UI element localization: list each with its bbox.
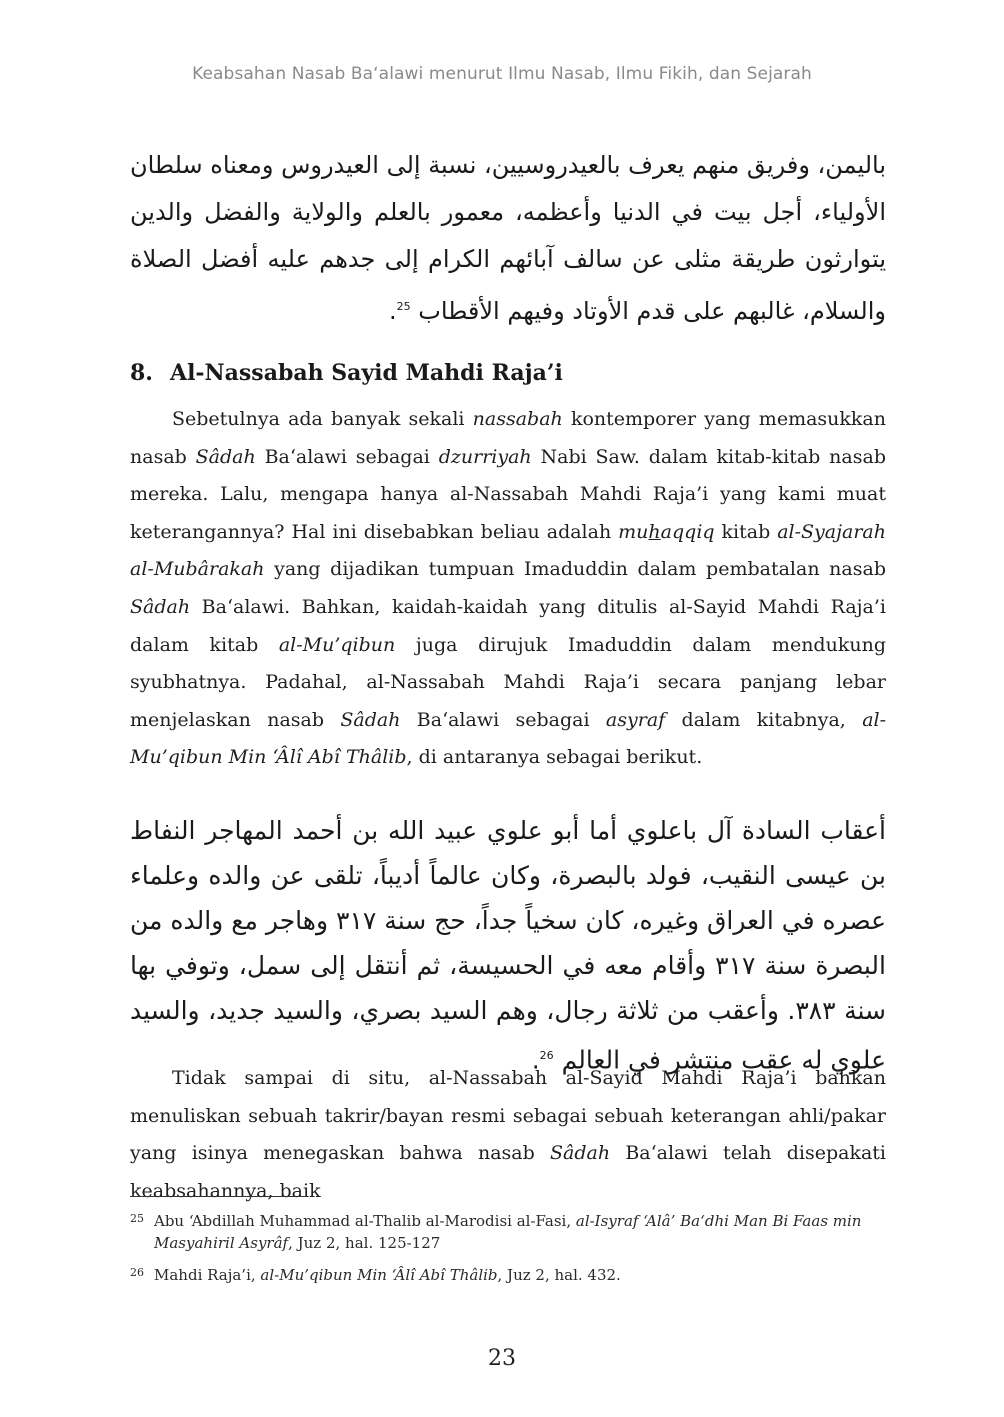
arabic-quote-2-text: أعقاب السادة آل باعلوي أما أبو علوي عبيد الله بن أحمد المهاجر النفاط بن عيسى النقيب، فولد بالبصرة، وكان عالماً أديباً، تلقى عن والده وعلماء عصره في العراق وغيره، كان سخياً جداً، حج سنة ٣١٧ وهاجر مع والده من البصرة سنة ٣١٧ وأقام معه في الحسيسة، ثم أنتقل إلى سمل، وتوفي بها سنة ٣٨٣. وأعقب من ثلاثة رجال، وهم السيد بصري، والسيد جديد، والسيد علوي له عقب منتشر في العالم [130,816,886,1075]
section-title: Al-Nassabah Sayid Mahdi Raja’i [170,360,563,386]
arabic-quote-2 [130,808,886,1082]
running-header: Keabsahan Nasab Ba‘alawi menurut Ilmu Nasab, Ilmu Fikih, dan Sejarah [192,64,812,84]
section-number: 8. [130,360,153,386]
footnote-divider [130,1196,307,1197]
arabic-quote-2-end: . [531,1045,540,1075]
arabic-quote-1-end: . [389,297,397,325]
footnote-number: 25 [130,1212,144,1225]
footnote-number: 26 [130,1266,144,1279]
arabic-quote-1-text: باليمن، وفريق منهم يعرف بالعيدروسيين، نسبة إلى العيدروس ومعناه سلطان الأولياء، أجل بيت في الدنيا وأعظمه، معمور بالعلم والولاية والفضل والدين يتوارثون طريقة مثلى عن سالف آبائهم الكرام إلى جدهم عليه أفضل الصلاة والسلام، غالبهم على قدم الأوتاد وفيهم الأقطاب [129,151,886,325]
page-number: 23 [488,1346,516,1371]
footnote-ref-25[interactable]: 25 [396,300,411,313]
footnote-25 [130,1210,886,1254]
section-heading [130,360,886,386]
footnote-text: Mahdi Raja’i, al-Mu’qibun Min ‘Âlî Abî Thâlib, Juz 2, hal. 432. [154,1266,621,1284]
footnote-ref-26[interactable]: 26 [539,1049,554,1062]
arabic-quote-1 [130,142,886,335]
body-paragraph-2: Tidak sampai di situ, al-Nassabah al-Sayid Mahdi Raja’i bahkan menuliskan sebuah takrir/bayan resmi sebagai sebuah keterangan ahli/pakar yang isinya menegaskan bahwa nasab Sâdah Ba‘alawi telah disepakati keabsahannya, baik [130,1067,886,1202]
footnote-text: Abu ‘Abdillah Muhammad al-Thalib al-Marodisi al-Fasi, al-Isyraf ‘Alâ’ Ba‘dhi Man Bi Faas min Masyahiril Asyrâf, Juz 2, hal. 125-127 [154,1212,862,1252]
body-paragraph-1: Sebetulnya ada banyak sekali nassabah kontemporer yang memasukkan nasab Sâdah Ba‘alawi sebagai dzurriyah Nabi Saw. dalam kitab-kitab nasab mereka. Lalu, mengapa hanya al-Nassabah Mahdi Raja’i yang kami muat keterangannya? Hal ini disebabkan beliau adalah muhaqqiq kitab al-Syajarah al-Mubârakah yang dijadikan tumpuan Imaduddin dalam pembatalan nasab Sâdah Ba‘alawi. Bahkan, kaidah-kaidah yang ditulis al-Sayid Mahdi Raja’i dalam kitab al-Mu’qibun juga dirujuk Imaduddin dalam mendukung syubhatnya. Padahal, al-Nassabah Mahdi Raja’i secara panjang lebar menjelaskan nasab Sâdah Ba‘alawi sebagai asyraf dalam kitabnya, al-Mu’qibun Min ‘Âlî Abî Thâlib, di antaranya sebagai berikut. [130,408,887,769]
footnote-26 [130,1264,886,1286]
